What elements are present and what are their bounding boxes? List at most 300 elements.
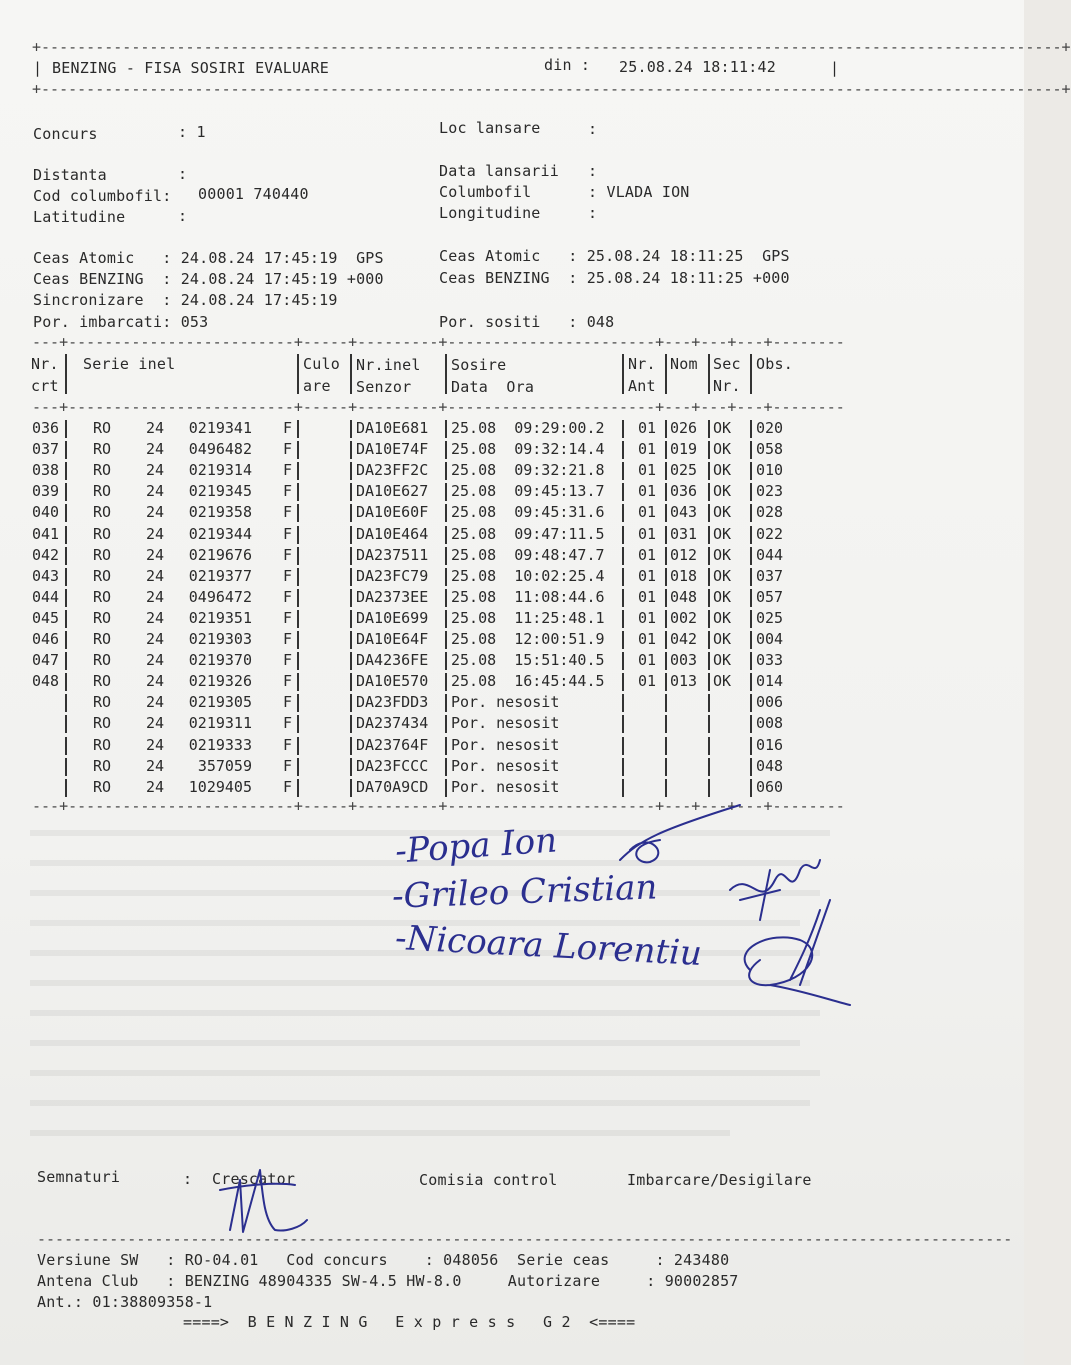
cell-sosire: 25.08 09:47:11.5: [451, 524, 605, 543]
cell-divider: [350, 547, 352, 565]
cell-senzor: DA10E570: [356, 672, 429, 691]
col-header-data-ora: Data Ora: [451, 378, 535, 396]
cell-tara: RO: [93, 608, 112, 627]
cell-divider: [445, 610, 447, 628]
columbofil-value: : VLADA ION: [588, 183, 690, 201]
cell-nom: 043: [670, 503, 698, 522]
cell-divider: [750, 568, 752, 586]
cell-divider: [708, 779, 710, 797]
cell-sex: F: [283, 503, 293, 522]
latitudine-value: :: [178, 207, 188, 225]
cell-nr: 038: [32, 461, 60, 480]
table-row: [0, 440, 840, 461]
signatures-colon: :: [183, 1170, 193, 1188]
col-header-secnr: Nr.: [713, 377, 741, 395]
col-header-nrant: Nr.: [628, 355, 656, 373]
header-bar-left: |: [33, 59, 43, 77]
cell-divider: [297, 673, 299, 691]
cell-tara: RO: [93, 714, 112, 733]
cell-divider: [65, 547, 67, 565]
cell-nr: 039: [32, 482, 60, 501]
cell-nom: 031: [670, 524, 698, 543]
cell-sex: F: [283, 672, 293, 691]
cell-obs: 048: [756, 756, 784, 775]
cell-nr: 037: [32, 440, 60, 459]
table-row: [0, 609, 840, 630]
cell-nom: 036: [670, 482, 698, 501]
cell-sosire: Por. nesosit: [451, 714, 560, 733]
cell-sosire: 25.08 09:45:31.6: [451, 503, 605, 522]
cell-divider: [297, 526, 299, 544]
header-bar-right: |: [830, 59, 840, 77]
signature-scribble-3: [730, 890, 860, 1010]
handwritten-name-2: -Grileo Cristian: [391, 867, 658, 917]
cell-divider: [708, 610, 710, 628]
cell-senzor: DA10E60F: [356, 503, 429, 522]
signature-comisia-label: Comisia control: [419, 1171, 558, 1189]
col-header-sec: Sec: [713, 355, 741, 373]
col-header-senzor: Senzor: [356, 378, 412, 396]
cell-divider: [622, 758, 624, 776]
table-row: [0, 757, 840, 778]
col-header-obs: Obs.: [756, 355, 793, 373]
table-row: [0, 778, 840, 799]
cell-sosire: 25.08 11:25:48.1: [451, 608, 605, 627]
cell-sex: F: [283, 587, 293, 606]
cell-divider: [708, 715, 710, 733]
cell-divider: [708, 737, 710, 755]
cell-inel: 0219311: [188, 714, 252, 733]
cell-obs: 025: [756, 608, 784, 627]
cell-divider: [297, 547, 299, 565]
cell-nom: 019: [670, 440, 698, 459]
cell-an: 24: [146, 461, 165, 480]
cell-divider: [750, 547, 752, 565]
cell-inel: 0219333: [188, 735, 252, 754]
cell-obs: 010: [756, 461, 784, 480]
cell-nom: 012: [670, 545, 698, 564]
cell-divider: [297, 462, 299, 480]
header-divider: [445, 354, 447, 394]
cell-ant: 01: [638, 419, 657, 437]
cell-sosire: 25.08 09:32:21.8: [451, 461, 605, 480]
cell-divider: [350, 483, 352, 501]
cell-inel: 0219345: [188, 482, 252, 501]
cell-sex: F: [283, 651, 293, 670]
cell-senzor: DA23FF2C: [356, 461, 429, 480]
cell-divider: [665, 779, 667, 797]
cell-sex: F: [283, 566, 293, 585]
cell-divider: [65, 715, 67, 733]
cell-inel: 0219676: [188, 545, 252, 564]
cell-divider: [350, 568, 352, 586]
cell-divider: [665, 420, 667, 438]
cell-senzor: DA70A9CD: [356, 777, 429, 796]
cell-nr: 046: [32, 630, 60, 648]
cell-nom: 018: [670, 566, 698, 585]
cell-an: 24: [146, 482, 165, 501]
cell-divider: [350, 420, 352, 438]
cell-divider: [445, 737, 447, 755]
cell-divider: [65, 462, 67, 480]
loc-lansare-value: :: [588, 120, 598, 138]
cell-sosire: 25.08 09:32:14.4: [451, 440, 605, 459]
cell-sosire: 25.08 09:48:47.7: [451, 545, 605, 564]
header-divider: [65, 354, 67, 394]
separator-top: +-----------------------------------------------------------------------------------------------------------------+: [32, 38, 1071, 56]
header-divider: [350, 354, 352, 394]
cell-nr: 048: [32, 672, 60, 691]
cell-an: 24: [146, 608, 165, 627]
cell-sosire: Por. nesosit: [451, 777, 560, 796]
cell-divider: [445, 779, 447, 797]
cell-sex: F: [283, 440, 293, 459]
header-divider: [665, 354, 667, 394]
cell-divider: [665, 631, 667, 649]
cell-divider: [65, 589, 67, 607]
latitudine-label: Latitudine: [33, 208, 126, 226]
concurs-value: : 1: [178, 123, 206, 141]
distanta-value: :: [178, 165, 188, 183]
concurs-label: Concurs: [33, 125, 98, 143]
cell-an: 24: [146, 672, 165, 691]
cell-obs: 020: [756, 419, 784, 437]
cell-divider: [65, 504, 67, 522]
cell-obs: 044: [756, 545, 784, 564]
cell-divider: [445, 715, 447, 733]
header-divider: [622, 354, 624, 394]
cell-divider: [750, 504, 752, 522]
cell-divider: [65, 758, 67, 776]
cell-senzor: DA237434: [356, 714, 429, 733]
cell-tara: RO: [93, 651, 112, 670]
col-header-nrinel: Nr.inel: [356, 356, 421, 374]
cell-an: 24: [146, 693, 165, 712]
cell-inel: 0219341: [188, 419, 252, 437]
cell-divider: [445, 631, 447, 649]
cell-ant: 01: [638, 608, 657, 627]
report-date-value: 25.08.24 18:11:42: [619, 58, 776, 76]
cell-inel: 0496472: [188, 587, 252, 606]
cell-obs: 037: [756, 566, 784, 585]
cell-an: 24: [146, 630, 165, 648]
cell-tara: RO: [93, 566, 112, 585]
cell-divider: [708, 420, 710, 438]
cell-divider: [622, 652, 624, 670]
distanta-label: Distanta: [33, 166, 107, 184]
cell-an: 24: [146, 714, 165, 733]
table-row: [0, 714, 840, 735]
cell-sec: OK: [713, 461, 732, 480]
cell-tara: RO: [93, 482, 112, 501]
cell-divider: [65, 483, 67, 501]
cell-senzor: DA4236FE: [356, 651, 429, 670]
cell-divider: [65, 673, 67, 691]
header-divider: [750, 354, 752, 394]
cell-divider: [708, 462, 710, 480]
cell-sex: F: [283, 524, 293, 543]
cell-senzor: DA23764F: [356, 735, 429, 754]
cell-divider: [750, 589, 752, 607]
cell-ant: 01: [638, 672, 657, 691]
cell-divider: [350, 737, 352, 755]
cell-obs: 028: [756, 503, 784, 522]
cell-tara: RO: [93, 461, 112, 480]
cell-sec: OK: [713, 608, 732, 627]
cell-sosire: 25.08 12:00:51.9: [451, 630, 605, 648]
cell-divider: [665, 526, 667, 544]
report-date-label: din :: [544, 56, 591, 74]
col-header-crt: crt: [31, 377, 59, 395]
cell-divider: [622, 673, 624, 691]
ceas-atomic-start: Ceas Atomic : 24.08.24 17:45:19 GPS: [33, 249, 384, 267]
cell-divider: [708, 631, 710, 649]
cell-nr: 041: [32, 524, 60, 543]
cell-divider: [350, 441, 352, 459]
cell-divider: [665, 610, 667, 628]
cell-divider: [445, 483, 447, 501]
cell-divider: [622, 779, 624, 797]
cell-divider: [622, 631, 624, 649]
loc-lansare-label: Loc lansare: [439, 119, 541, 137]
cell-sosire: Por. nesosit: [451, 693, 560, 712]
longitudine-label: Longitudine: [439, 204, 541, 222]
cell-divider: [708, 483, 710, 501]
cell-divider: [708, 589, 710, 607]
cell-divider: [708, 673, 710, 691]
cell-divider: [297, 568, 299, 586]
cell-divider: [665, 441, 667, 459]
cell-ant: 01: [638, 503, 657, 522]
cell-inel: 0219370: [188, 651, 252, 670]
cell-divider: [65, 441, 67, 459]
table-row: [0, 461, 840, 482]
cell-divider: [297, 652, 299, 670]
cell-sec: OK: [713, 503, 732, 522]
cell-sec: OK: [713, 440, 732, 459]
cell-divider: [297, 715, 299, 733]
cell-divider: [297, 589, 299, 607]
cell-sosire: 25.08 15:51:40.5: [451, 651, 605, 670]
cell-nom: 026: [670, 419, 698, 437]
cell-divider: [622, 441, 624, 459]
cell-divider: [750, 737, 752, 755]
cell-ant: 01: [638, 461, 657, 480]
cell-senzor: DA10E681: [356, 419, 429, 437]
cell-obs: 008: [756, 714, 784, 733]
cell-divider: [750, 652, 752, 670]
cell-an: 24: [146, 566, 165, 585]
cell-divider: [297, 483, 299, 501]
cell-sosire: 25.08 09:29:00.2: [451, 419, 605, 437]
cell-divider: [750, 694, 752, 712]
cell-divider: [445, 547, 447, 565]
cell-divider: [665, 652, 667, 670]
cell-sex: F: [283, 735, 293, 754]
cell-obs: 006: [756, 693, 784, 712]
data-lansarii-value: :: [588, 162, 598, 180]
crescator-signature: [215, 1160, 315, 1240]
cell-divider: [445, 673, 447, 691]
cell-divider: [750, 610, 752, 628]
cell-sex: F: [283, 545, 293, 564]
cell-obs: 023: [756, 482, 784, 501]
cell-inel: 0219377: [188, 566, 252, 585]
cell-ant: 01: [638, 440, 657, 459]
cell-inel: 0219358: [188, 503, 252, 522]
cell-divider: [297, 694, 299, 712]
cell-nr: 044: [32, 587, 60, 606]
cell-senzor: DA2373EE: [356, 587, 429, 606]
cell-divider: [297, 758, 299, 776]
cell-divider: [65, 652, 67, 670]
cell-nom: 048: [670, 587, 698, 606]
table-row: [0, 693, 840, 714]
cell-divider: [445, 589, 447, 607]
cell-divider: [350, 631, 352, 649]
cell-sosire: 25.08 11:08:44.6: [451, 587, 605, 606]
cell-sec: OK: [713, 651, 732, 670]
cell-sex: F: [283, 714, 293, 733]
cell-tara: RO: [93, 630, 112, 648]
cell-inel: 0219303: [188, 630, 252, 648]
cell-tara: RO: [93, 672, 112, 691]
cell-divider: [622, 547, 624, 565]
cell-divider: [665, 483, 667, 501]
cell-sec: OK: [713, 482, 732, 501]
ceas-benzing-end: Ceas BENZING : 25.08.24 18:11:25 +000: [439, 269, 790, 287]
cell-divider: [65, 420, 67, 438]
cell-tara: RO: [93, 419, 112, 437]
cell-divider: [350, 694, 352, 712]
cell-inel: 0219344: [188, 524, 252, 543]
col-header-ant: Ant: [628, 377, 656, 395]
cell-divider: [622, 526, 624, 544]
cell-divider: [350, 652, 352, 670]
cell-divider: [665, 568, 667, 586]
cell-sec: OK: [713, 419, 732, 437]
cell-divider: [665, 504, 667, 522]
cell-divider: [750, 715, 752, 733]
columbofil-label: Columbofil: [439, 183, 532, 201]
cell-divider: [750, 758, 752, 776]
footer-banner: ====> B E N Z I N G E x p r e s s G 2 <====: [183, 1313, 636, 1331]
cell-divider: [622, 694, 624, 712]
cell-an: 24: [146, 524, 165, 543]
cell-sec: OK: [713, 630, 732, 648]
cell-divider: [708, 568, 710, 586]
table-row: [0, 419, 840, 440]
separator-table-bottom: ---+-------------------------+-----+---------+-----------------------+---+---+---+--------: [32, 797, 845, 815]
cell-sex: F: [283, 608, 293, 627]
cell-divider: [622, 462, 624, 480]
cell-divider: [622, 483, 624, 501]
cell-ant: 01: [638, 566, 657, 585]
cell-divider: [350, 462, 352, 480]
col-header-serie: Serie inel: [83, 355, 176, 373]
cell-divider: [750, 631, 752, 649]
cell-divider: [297, 420, 299, 438]
cell-divider: [750, 483, 752, 501]
table-row: [0, 546, 840, 567]
cell-divider: [665, 694, 667, 712]
cell-nr: 047: [32, 651, 60, 670]
cell-an: 24: [146, 777, 165, 796]
sincronizare: Sincronizare : 24.08.24 17:45:19: [33, 291, 338, 309]
cell-divider: [350, 758, 352, 776]
footer-ant: Ant.: 01:38809358-1: [37, 1293, 213, 1311]
cell-divider: [445, 526, 447, 544]
cell-sex: F: [283, 693, 293, 712]
cell-divider: [622, 420, 624, 438]
cell-inel: 0496482: [188, 440, 252, 459]
cell-divider: [350, 526, 352, 544]
cell-divider: [708, 758, 710, 776]
cell-nr: 040: [32, 503, 60, 522]
cell-senzor: DA10E699: [356, 608, 429, 627]
cell-divider: [622, 589, 624, 607]
cell-obs: 022: [756, 524, 784, 543]
cell-divider: [445, 504, 447, 522]
separator-footer: ------------------------------------------------------------------------------------------------------------: [37, 1230, 1013, 1248]
footer-versiune-sw: Versiune SW : RO-04.01 Cod concurs : 048056 Serie ceas : 243480: [37, 1251, 730, 1269]
cell-nr: 045: [32, 608, 60, 627]
cell-divider: [750, 526, 752, 544]
cell-divider: [445, 758, 447, 776]
cell-divider: [445, 694, 447, 712]
cell-nom: 003: [670, 651, 698, 670]
cell-divider: [297, 779, 299, 797]
cell-tara: RO: [93, 545, 112, 564]
cell-tara: RO: [93, 587, 112, 606]
cell-divider: [622, 610, 624, 628]
cell-divider: [750, 420, 752, 438]
cell-divider: [65, 610, 67, 628]
cell-obs: 033: [756, 651, 784, 670]
cell-divider: [297, 631, 299, 649]
cell-senzor: DA10E64F: [356, 630, 429, 648]
cell-inel: 0219314: [188, 461, 252, 480]
table-row: [0, 588, 840, 609]
cell-tara: RO: [93, 440, 112, 459]
cell-divider: [445, 652, 447, 670]
cell-divider: [708, 547, 710, 565]
separator-header-bottom: +-----------------------------------------------------------------------------------------------------------------+: [32, 80, 1071, 98]
cell-divider: [708, 441, 710, 459]
cell-divider: [65, 779, 67, 797]
cell-divider: [350, 504, 352, 522]
cell-an: 24: [146, 440, 165, 459]
cell-nom: 042: [670, 630, 698, 648]
signature-imbarcare-label: Imbarcare/Desigilare: [627, 1171, 812, 1189]
table-row: [0, 651, 840, 672]
cell-divider: [665, 758, 667, 776]
cell-ant: 01: [638, 524, 657, 543]
cell-senzor: DA10E627: [356, 482, 429, 501]
cell-tara: RO: [93, 777, 112, 796]
handwritten-name-1: -Popa Ion: [393, 820, 559, 872]
cell-sec: OK: [713, 672, 732, 691]
cell-obs: 016: [756, 735, 784, 754]
longitudine-value: :: [588, 204, 598, 222]
cell-obs: 060: [756, 777, 784, 796]
cell-divider: [297, 737, 299, 755]
cell-nr: 042: [32, 545, 60, 564]
cell-an: 24: [146, 545, 165, 564]
cell-divider: [65, 737, 67, 755]
cell-ant: 01: [638, 587, 657, 606]
cell-sex: F: [283, 482, 293, 501]
